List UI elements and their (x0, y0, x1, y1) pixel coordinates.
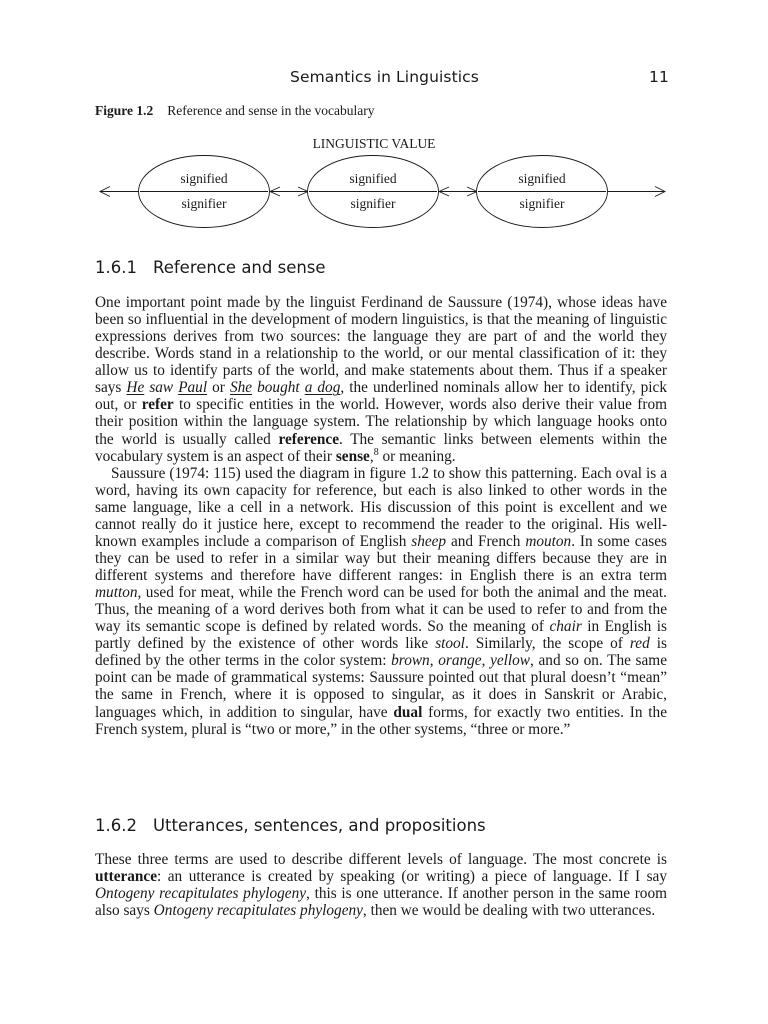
signified-label: signified (180, 171, 228, 186)
text-run: or meaning. (378, 447, 456, 465)
example-word: chair (549, 618, 582, 636)
text-run: . Similarly, the scope of (464, 635, 630, 653)
text-run: , then we would be dealing with two utterances. (362, 902, 656, 920)
example-sentence: Ontogeny recapitulates phylogeny (95, 885, 307, 903)
text-run: bought (257, 379, 300, 397)
footnote-marker: 8 (373, 446, 379, 458)
running-header-title: Semantics in Linguistics (290, 68, 479, 86)
signifier-label: signifier (350, 196, 396, 211)
text-run: forms, for exactly two entities. In the French system, plural is “two or more,” in the other systems, “three or more.” (95, 703, 667, 738)
example-word: stool (435, 635, 465, 653)
signifier-label: signifier (181, 196, 227, 211)
text-run: These three terms are used to describe different levels of language. The most concrete is (95, 851, 667, 868)
example-word: orange (438, 652, 482, 670)
term-bold: utterance (95, 868, 158, 886)
linguistic-value-diagram (95, 130, 670, 240)
example-word: mouton (525, 532, 572, 550)
section-heading-1-6-1 (95, 258, 326, 277)
text-run: , and so on. The same point can be made of grammatical systems: Saussure pointed out that plural doesn’t “mean” the same in French, where it is opposed to singular, as it does in Sanskrit or Arabic, languages which, in addition to singular, have (95, 652, 667, 721)
text-run: and French (446, 532, 526, 550)
figure-caption (95, 103, 375, 119)
text-run: is defined by the other terms in the color system: (95, 635, 667, 670)
example-word: sheep (411, 532, 447, 550)
text-run: , this is one utterance. If another person in the same room also says (95, 885, 667, 920)
paragraph-utterances (95, 851, 667, 919)
underlined-nominal: Paul (178, 379, 208, 397)
underlined-nominal: a dog (304, 379, 341, 397)
text-run: saw (149, 379, 174, 397)
signifier-label: signifier (519, 196, 565, 211)
word-oval-2 (308, 156, 439, 228)
text-run: in English is partly defined by the existence of other words like (95, 618, 667, 653)
signified-label: signified (349, 171, 397, 186)
text-run: Saussure (1974: 115) used the diagram in figure 1.2 to show this patterning. Each oval is a word, having its own capacity for reference, but each is also linked to other words in the same language, like a cell in a network. His discussion of this point is excellent and we cannot really do it justice here, except to recommend the reader to the original. His well-known examples include a comparison of English (95, 464, 667, 550)
text-run: . In some cases they can be used to refer in a similar way but their meaning differs because they are in different systems and therefore have different ranges: in English there is an extra term (95, 532, 667, 584)
text-run: to specific entities in the world. However, words also derive their value from their position within the language system. The relationship by which language hooks onto the world is usually called (95, 396, 668, 448)
word-oval-3 (477, 156, 608, 228)
section-heading-1-6-2 (95, 816, 486, 835)
figure-label: Figure 1.2 (95, 103, 154, 118)
section-title: Reference and sense (152, 258, 326, 277)
section-title: Utterances, sentences, and propositions (152, 816, 486, 835)
figure-caption-text: Reference and sense in the vocabulary (167, 103, 375, 118)
text-run: , the underlined nominals allow her to identify, pick out, or (95, 379, 667, 414)
text-run: , (481, 652, 491, 670)
example-word: mutton (95, 584, 138, 602)
example-word: red (629, 635, 650, 653)
underlined-nominal: He (126, 379, 145, 397)
term-bold: sense (335, 447, 370, 465)
text-run: or (212, 379, 225, 397)
term-bold: reference (278, 430, 340, 448)
underlined-nominal: She (229, 379, 253, 397)
section-number: 1.6.2 (95, 816, 137, 835)
text-run: . The semantic links between elements within the vocabulary system is an aspect of their (95, 430, 667, 465)
text-run: One important point made by the linguist Ferdinand de Saussure (1974), whose ideas have been so influential in the development of modern linguistics, is that the meaning of linguistic expressions derives from two sources: the language they are part of and the world they describe. Words stand in a relationship to the world, or our mental classification of it: they allow us to identify parts of the world, and make statements about them. Thus if a speaker says (95, 294, 667, 397)
text-run: , (429, 652, 439, 670)
text-run: , used for meat, while the French word can be used for both the animal and the meat. Thus, the meaning of a word derives both from what it can be used to refer to and from the way its semantic scope is defined by related words. So the meaning of (95, 584, 667, 636)
page-number: 11 (649, 68, 669, 86)
term-bold: dual (393, 703, 423, 721)
section-number: 1.6.1 (95, 258, 137, 277)
example-sentence: Ontogeny recapitulates phylogeny (153, 902, 363, 920)
word-oval-1 (139, 156, 270, 228)
paragraph-reference-sense: One important point made by the linguist Ferdinand de Saussure (1974), whose ideas have been so influential in the development of modern linguistics, is that the meaning of linguistic expressions derives from two sources: the language they are part of and the world they describe. Words stand in a relationship to the world, or our mental classification of it: they allow us to identify parts of the world, and make statements about them. Thus if a speaker says He saw Paul or She bought a dog, the underlined nominals allow her to identify, pick out, or refer to specific entities in the world. However, words also derive their value from their position within the language system. The relationship by which language hooks onto the world is usually called reference. The semantic links between elements within the vocabulary system is an aspect of their sense,$^8$ or meaning. Saussure (1974: 115) used the diagram in figure 1.2 to show this patterning. Each oval is a word, having its own capacity for reference, but each is also linked to other words in the same language, like a cell in a network. His discussion of this point is excellent and we cannot really do it justice here, except to recommend the reader to the original. His well-known examples include a comparison of English sheep and French mouton. In some cases they can be used to refer in a similar way but their meaning differs because they are in different systems and therefore have different ranges: in English there is an extra term mutton, used for meat, while the French word can be used for both the animal and the meat. Thus, the meaning of a word derives both from what it can be used to refer to and from the way its semantic scope is defined by related words. So the meaning of chair in English is partly defined by the existence of other words like stool. Similarly, the scope of red is defined by the other terms in the color system: brown, orange, yellow, and so on. The same point can be made of grammatical systems: Saussure pointed out that plural doesn’t “mean” the same in French, where it is opposed to singular, as it does in Sanskrit or Arabic, languages which, in addition to singular, have dual forms, for exactly two entities. In the French system, plural is “two or more,” in the other systems, “three or more.” (95, 294, 668, 738)
example-word: yellow (490, 652, 531, 670)
term-bold: refer (141, 396, 174, 414)
diagram-heading: LINGUISTIC VALUE (312, 136, 436, 151)
example-word: brown (391, 652, 430, 670)
signified-label: signified (518, 171, 566, 186)
text-run: : an utterance is created by speaking (or writing) a piece of language. If I say (157, 868, 667, 886)
